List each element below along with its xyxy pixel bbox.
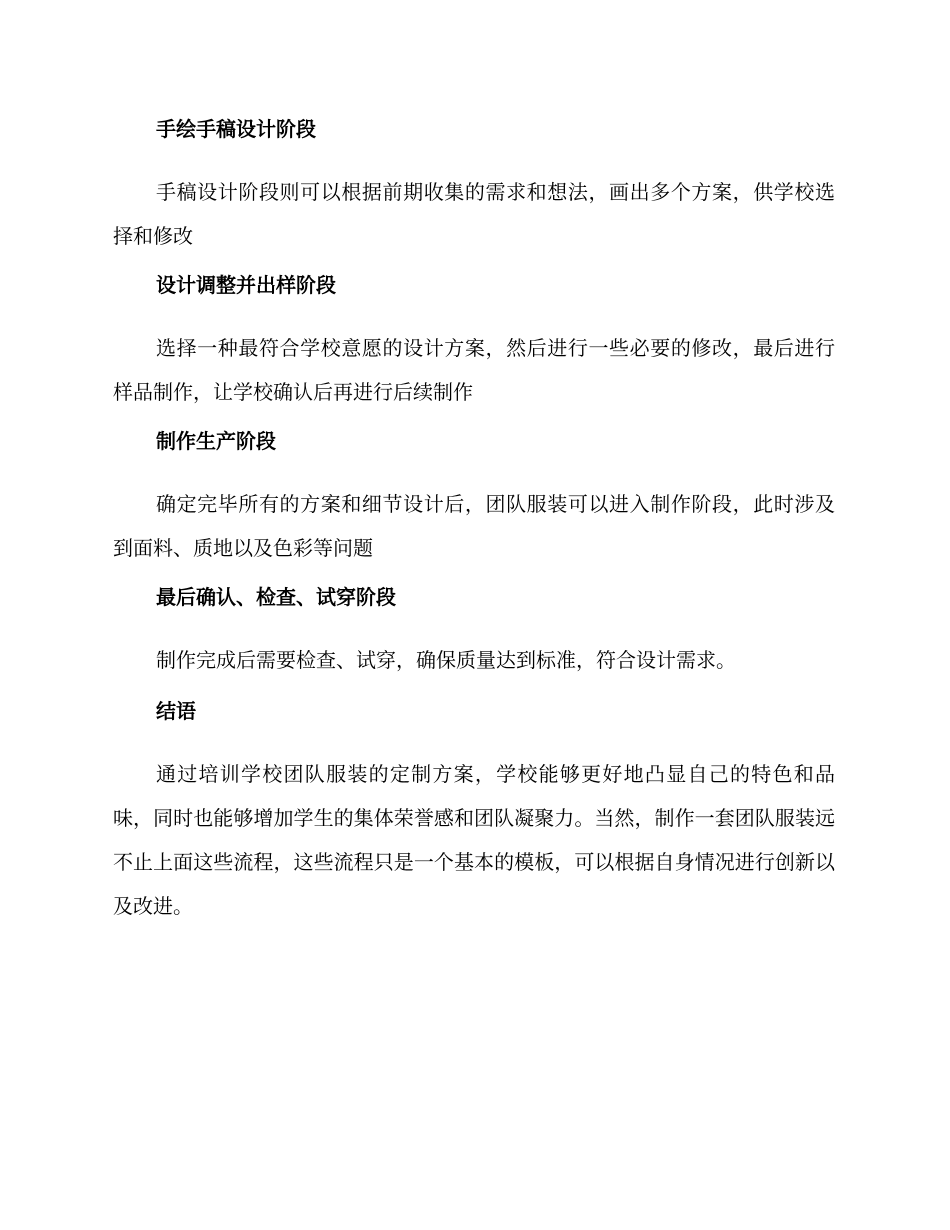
section-body-conclusion: 通过培训学校团队服装的定制方案，学校能够更好地凸显自己的特色和品味，同时也能够增加学生的集体荣誉感和团队凝聚力。当然，制作一套团队服装远不止上面这些流程，这些流程只是一个基本的模板，可以根据自身情况进行创新以及改进。	[113, 762, 835, 918]
section-body-design-adjustment: 选择一种最符合学校意愿的设计方案，然后进行一些必要的修改，最后进行样品制作，让学校确认后再进行后续制作	[113, 336, 835, 404]
section-body-final-check: 制作完成后需要检查、试穿，确保质量达到标准，符合设计需求。	[156, 648, 736, 672]
section-heading-design-adjustment: 设计调整并出样阶段	[156, 273, 336, 297]
section-heading-final-check: 最后确认、检查、试穿阶段	[156, 585, 396, 609]
section-body-sketch-design: 手稿设计阶段则可以根据前期收集的需求和想法，画出多个方案，供学校选择和修改	[113, 180, 835, 248]
section-body-production: 确定完毕所有的方案和细节设计后，团队服装可以进入制作阶段，此时涉及到面料、质地以及色彩等问题	[113, 492, 835, 560]
section-heading-sketch-design: 手绘手稿设计阶段	[156, 117, 316, 141]
section-heading-conclusion: 结语	[156, 699, 196, 723]
section-heading-production: 制作生产阶段	[156, 429, 276, 453]
